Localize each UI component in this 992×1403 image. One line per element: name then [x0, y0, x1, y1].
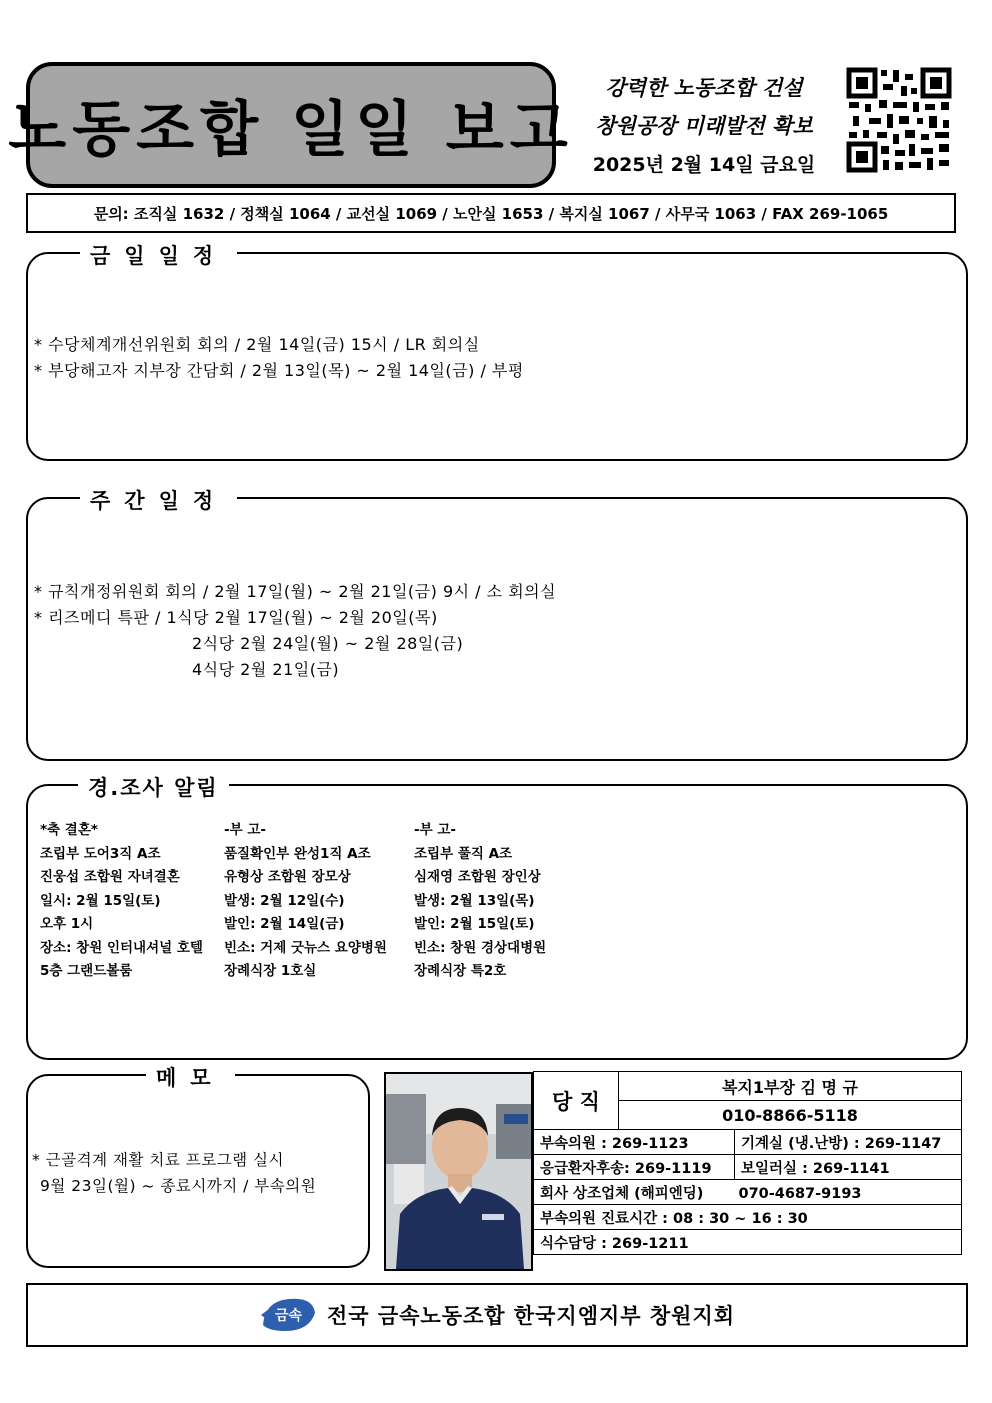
today-schedule-section	[26, 244, 968, 461]
event-line: 오후 1시	[40, 916, 94, 932]
memo-section	[26, 1066, 370, 1268]
duty-officer-phone: 010-8866-5118	[619, 1101, 962, 1130]
boiler-room-phone: 보일러실 : 269-1141	[735, 1155, 962, 1180]
event-wedding	[40, 819, 203, 984]
weekly-item-3: 2식당 2월 24일(월) ~ 2월 28일(금)	[192, 634, 464, 653]
events-title: 경.조사 알림	[78, 772, 229, 802]
weekly-schedule-title: 주간일정	[80, 485, 237, 515]
slogan-line-1: 강력한 노동조합 건설	[605, 76, 803, 100]
event-line: 발생: 2월 13일(목)	[414, 892, 535, 909]
event-line: 유형상 조합원 장모상	[224, 869, 351, 885]
contact-bar: 문의: 조직실 1632 / 정책실 1064 / 교선실 1069 / 노안실 1653 / 복지실 1067 / 사무국 1063 / FAX 269-1065	[26, 193, 956, 233]
event-line: 심재영 조합원 장인상	[414, 869, 541, 885]
report-date: 2025년 2월 14일 금요일	[592, 154, 816, 176]
union-logo-text: 금속	[274, 1308, 303, 1324]
footer	[26, 1283, 968, 1347]
duty-label: 당 직	[534, 1072, 619, 1130]
event-line: -부 고-	[414, 822, 456, 838]
duty-table	[533, 1071, 962, 1255]
duty-officer-photo	[384, 1072, 533, 1271]
duty-officer-name: 복지1부장 김 명 규	[619, 1072, 962, 1101]
union-logo	[259, 1295, 319, 1335]
event-line: 조립부 풀직 A조	[414, 845, 513, 862]
event-line: *축 결혼*	[40, 822, 98, 838]
organization-name: 전국 금속노동조합 한국지엠지부 창원지회	[326, 1304, 736, 1328]
event-line: 진웅섭 조합원 자녀결혼	[40, 869, 180, 885]
memo-title: 메모	[146, 1062, 235, 1092]
qr-code	[843, 64, 955, 176]
funeral-service-row	[534, 1180, 962, 1205]
event-line: 발인: 2월 15일(토)	[414, 916, 535, 932]
meal-contact: 식수담당 : 269-1211	[534, 1230, 962, 1255]
clinic-hours: 부속의원 진료시간 : 08 : 30 ~ 16 : 30	[534, 1205, 962, 1230]
event-funeral-1	[224, 819, 387, 984]
event-funeral-2	[414, 819, 546, 984]
weekly-schedule-section	[26, 489, 968, 761]
weekly-item-2: * 리즈메디 특판 / 1식당 2월 17일(월) ~ 2월 20일(목)	[34, 608, 438, 627]
today-item-2: * 부당해고자 지부장 간담회 / 2월 13일(목) ~ 2월 14일(금) / 부평	[34, 361, 524, 380]
event-line: 발생: 2월 12일(수)	[224, 892, 345, 909]
title-box	[8, 62, 574, 188]
weekly-item-4: 4식당 2월 21일(금)	[192, 660, 340, 679]
event-line: 일시: 2월 15일(토)	[40, 892, 161, 909]
event-line: 장소: 창원 인터내셔널 호텔	[40, 939, 203, 956]
slogan-line-2: 창원공장 미래발전 확보	[595, 114, 813, 138]
event-line: 조립부 도어3직 A조	[40, 845, 161, 862]
event-line: 빈소: 창원 경상대병원	[414, 939, 547, 956]
clinic-phone: 부속의원 : 269-1123	[534, 1130, 735, 1155]
event-line: -부 고-	[224, 822, 266, 838]
machine-room-phone: 기계실 (냉.난방) : 269-1147	[735, 1130, 962, 1155]
event-line: 발인: 2월 14일(금)	[224, 916, 345, 932]
page-title: 노동조합 일일 보고	[8, 95, 574, 165]
event-line: 장례식장 1호실	[224, 963, 317, 979]
event-line: 장례식장 특2호	[414, 963, 507, 979]
emergency-phone: 응급환자후송: 269-1119	[534, 1155, 735, 1180]
memo-line-2: 9월 23일(월) ~ 종료시까지 / 부속의원	[40, 1177, 317, 1195]
event-line: 5층 그랜드볼룸	[40, 963, 133, 979]
today-schedule-title: 금일일정	[80, 240, 237, 270]
memo-line-1: * 근골격계 재활 치료 프로그램 실시	[32, 1151, 285, 1169]
funeral-service-phone: 070-4687-9193	[738, 1185, 862, 1202]
event-line: 빈소: 거제 굿뉴스 요양병원	[224, 939, 387, 956]
event-line: 품질확인부 완성1직 A조	[224, 845, 371, 862]
today-item-1: * 수당체계개선위원회 회의 / 2월 14일(금) 15시 / LR 회의실	[34, 335, 480, 354]
funeral-service-label: 회사 상조업체 (해피엔딩)	[540, 1185, 704, 1202]
weekly-item-1: * 규칙개정위원회 회의 / 2월 17일(월) ~ 2월 21일(금) 9시 / 소 회의실	[34, 582, 557, 601]
events-section	[26, 776, 968, 1060]
